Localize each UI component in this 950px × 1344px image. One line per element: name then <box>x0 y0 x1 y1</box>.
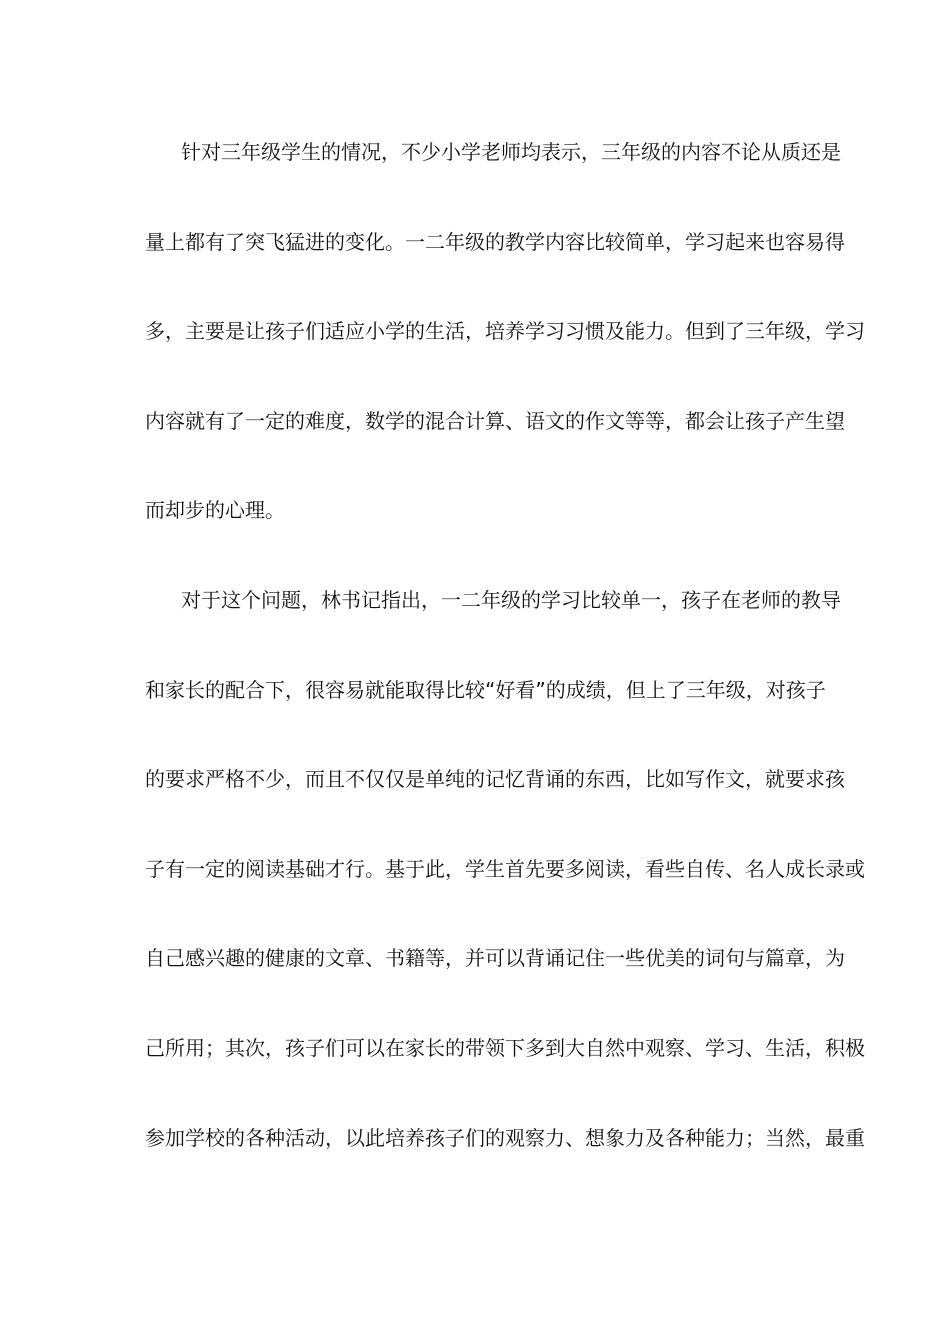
paragraph-1-line-1: 针对三年级学生的情况，不少小学老师均表示，三年级的内容不论从质还是 <box>181 140 841 164</box>
paragraph-2-line-2: 和家长的配合下，很容易就能取得比较“好看”的成绩，但上了三年级，对孩子 <box>145 677 826 702</box>
paragraph-2-line-6: 己所用；其次，孩子们可以在家长的带领下多到大自然中观察、学习、生活，积极 <box>145 1035 865 1060</box>
paragraph-2-line-3: 的要求严格不少，而且不仅仅是单纯的记忆背诵的东西，比如写作文，就要求孩 <box>145 767 845 792</box>
paragraph-1-line-2: 量上都有了突飞猛进的变化。一二年级的教学内容比较简单，学习起来也容易得 <box>145 229 845 254</box>
paragraph-2-line-7: 参加学校的各种活动，以此培养孩子们的观察力、想象力及各种能力；当然，最重 <box>145 1125 865 1150</box>
paragraph-2-line-4: 子有一定的阅读基础才行。基于此，学生首先要多阅读，看些自传、名人成长录或 <box>145 856 865 881</box>
article-body <box>145 132 865 1207</box>
paragraph-1-line-4: 内容就有了一定的难度，数学的混合计算、语文的作文等等，都会让孩子产生望 <box>145 408 845 433</box>
paragraph-2-line-1: 对于这个问题，林书记指出，一二年级的学习比较单一，孩子在老师的教导 <box>181 587 841 612</box>
paragraph-2-line-5: 自己感兴趣的健康的文章、书籍等，并可以背诵记住一些优美的词句与篇章，为 <box>145 946 845 971</box>
paragraph-1-line-3: 多，主要是让孩子们适应小学的生活，培养学习习惯及能力。但到了三年级，学习 <box>145 319 865 344</box>
paragraph-1-line-5: 而却步的心理。 <box>145 498 285 523</box>
